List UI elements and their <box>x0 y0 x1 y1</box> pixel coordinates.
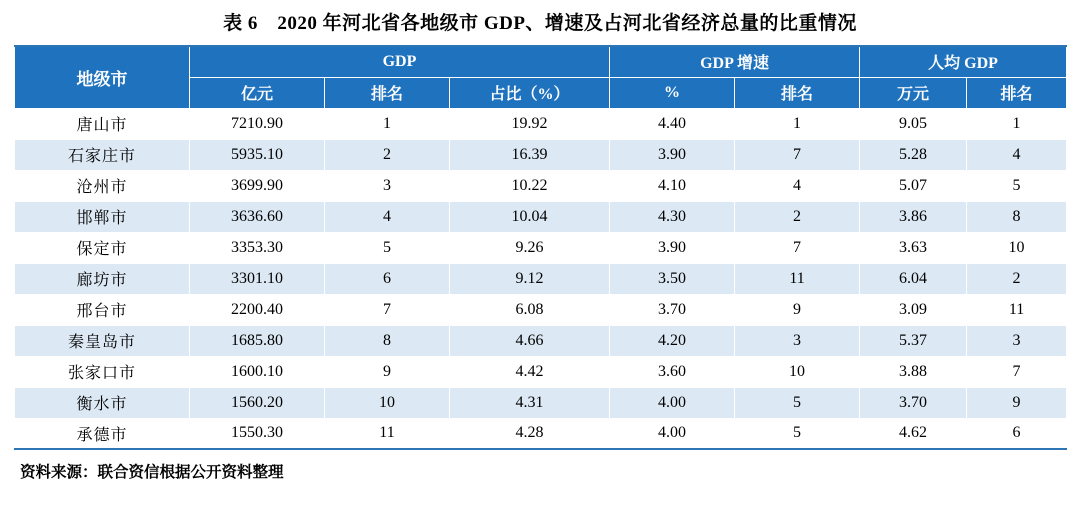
cell-growth: 4.00 <box>610 387 735 418</box>
cell-percapita: 5.07 <box>860 170 967 201</box>
table-row <box>15 263 1067 294</box>
cell-gdp: 1550.30 <box>190 418 325 449</box>
cell-growth: 4.00 <box>610 418 735 449</box>
cell-gdp: 3636.60 <box>190 201 325 232</box>
cell-growth: 3.60 <box>610 356 735 387</box>
cell-gdp-rank: 9 <box>325 356 450 387</box>
cell-share: 6.08 <box>450 294 610 325</box>
cell-gdp-rank: 8 <box>325 325 450 356</box>
cell-percapita-rank: 1 <box>967 108 1067 139</box>
cell-percapita-rank: 8 <box>967 201 1067 232</box>
cell-share: 16.39 <box>450 139 610 170</box>
cell-share: 4.31 <box>450 387 610 418</box>
table-row <box>15 356 1067 387</box>
cell-percapita-rank: 6 <box>967 418 1067 449</box>
cell-growth: 3.50 <box>610 263 735 294</box>
header-gdp-rank: 排名 <box>325 77 450 108</box>
cell-share: 19.92 <box>450 108 610 139</box>
table-row <box>15 201 1067 232</box>
table-row <box>15 170 1067 201</box>
cell-percapita: 6.04 <box>860 263 967 294</box>
cell-percapita-rank: 2 <box>967 263 1067 294</box>
table-row <box>15 387 1067 418</box>
cell-gdp: 1685.80 <box>190 325 325 356</box>
header-growth-rank: 排名 <box>735 77 860 108</box>
cell-growth: 4.20 <box>610 325 735 356</box>
cell-city: 衡水市 <box>15 387 190 418</box>
cell-share: 4.42 <box>450 356 610 387</box>
cell-growth-rank: 3 <box>735 325 860 356</box>
header-percapita-rank: 排名 <box>967 77 1067 108</box>
table-row <box>15 139 1067 170</box>
cell-growth-rank: 5 <box>735 387 860 418</box>
cell-city: 沧州市 <box>15 170 190 201</box>
cell-city: 承德市 <box>15 418 190 449</box>
cell-growth-rank: 7 <box>735 232 860 263</box>
header-percapita-wan: 万元 <box>860 77 967 108</box>
cell-percapita-rank: 11 <box>967 294 1067 325</box>
header-growth-pct: % <box>610 77 735 108</box>
cell-growth: 3.70 <box>610 294 735 325</box>
table-header <box>15 46 1067 108</box>
cell-city: 石家庄市 <box>15 139 190 170</box>
cell-percapita-rank: 9 <box>967 387 1067 418</box>
cell-share: 4.28 <box>450 418 610 449</box>
cell-city: 秦皇岛市 <box>15 325 190 356</box>
cell-percapita-rank: 7 <box>967 356 1067 387</box>
cell-gdp-rank: 2 <box>325 139 450 170</box>
cell-percapita: 3.86 <box>860 201 967 232</box>
cell-gdp: 7210.90 <box>190 108 325 139</box>
cell-share: 10.22 <box>450 170 610 201</box>
cell-city: 张家口市 <box>15 356 190 387</box>
table-row <box>15 108 1067 139</box>
header-gdp-yiyuan: 亿元 <box>190 77 325 108</box>
cell-growth-rank: 4 <box>735 170 860 201</box>
cell-share: 4.66 <box>450 325 610 356</box>
cell-gdp: 5935.10 <box>190 139 325 170</box>
cell-growth: 3.90 <box>610 139 735 170</box>
table-row <box>15 325 1067 356</box>
cell-percapita: 9.05 <box>860 108 967 139</box>
cell-growth: 4.30 <box>610 201 735 232</box>
table-title: 表 6 2020 年河北省各地级市 GDP、增速及占河北省经济总量的比重情况 <box>223 13 857 34</box>
cell-gdp: 3301.10 <box>190 263 325 294</box>
header-group-gdp: GDP <box>190 46 610 77</box>
cell-gdp: 2200.40 <box>190 294 325 325</box>
cell-share: 9.26 <box>450 232 610 263</box>
cell-growth-rank: 10 <box>735 356 860 387</box>
header-row-groups <box>15 46 1067 77</box>
cell-growth-rank: 2 <box>735 201 860 232</box>
cell-gdp-rank: 1 <box>325 108 450 139</box>
cell-percapita-rank: 3 <box>967 325 1067 356</box>
header-group-percapita: 人均 GDP <box>860 46 1067 77</box>
cell-percapita: 3.70 <box>860 387 967 418</box>
cell-growth-rank: 1 <box>735 108 860 139</box>
table-row <box>15 418 1067 449</box>
cell-growth-rank: 11 <box>735 263 860 294</box>
table-row <box>15 232 1067 263</box>
cell-gdp: 1560.20 <box>190 387 325 418</box>
table-source-note: 资料来源：联合资信根据公开资料整理 <box>20 464 284 481</box>
table-row <box>15 294 1067 325</box>
header-city: 地级市 <box>15 46 190 108</box>
cell-gdp: 3699.90 <box>190 170 325 201</box>
cell-share: 10.04 <box>450 201 610 232</box>
cell-growth: 4.10 <box>610 170 735 201</box>
cell-city: 唐山市 <box>15 108 190 139</box>
cell-gdp-rank: 7 <box>325 294 450 325</box>
cell-percapita: 5.37 <box>860 325 967 356</box>
cell-gdp-rank: 11 <box>325 418 450 449</box>
cell-city: 邯郸市 <box>15 201 190 232</box>
cell-gdp-rank: 10 <box>325 387 450 418</box>
header-gdp-share: 占比（%） <box>450 77 610 108</box>
cell-growth-rank: 5 <box>735 418 860 449</box>
cell-percapita: 5.28 <box>860 139 967 170</box>
cell-gdp: 3353.30 <box>190 232 325 263</box>
cell-gdp-rank: 4 <box>325 201 450 232</box>
cell-gdp-rank: 6 <box>325 263 450 294</box>
cell-city: 保定市 <box>15 232 190 263</box>
table-body <box>15 108 1067 449</box>
cell-growth: 4.40 <box>610 108 735 139</box>
cell-gdp: 1600.10 <box>190 356 325 387</box>
cell-gdp-rank: 3 <box>325 170 450 201</box>
cell-percapita: 3.63 <box>860 232 967 263</box>
gdp-table <box>14 45 1067 450</box>
cell-city: 廊坊市 <box>15 263 190 294</box>
cell-gdp-rank: 5 <box>325 232 450 263</box>
cell-share: 9.12 <box>450 263 610 294</box>
cell-percapita-rank: 5 <box>967 170 1067 201</box>
cell-percapita-rank: 4 <box>967 139 1067 170</box>
cell-percapita: 4.62 <box>860 418 967 449</box>
cell-percapita: 3.88 <box>860 356 967 387</box>
cell-city: 邢台市 <box>15 294 190 325</box>
header-group-growth: GDP 增速 <box>610 46 860 77</box>
cell-growth-rank: 9 <box>735 294 860 325</box>
cell-percapita-rank: 10 <box>967 232 1067 263</box>
cell-growth: 3.90 <box>610 232 735 263</box>
cell-percapita: 3.09 <box>860 294 967 325</box>
cell-growth-rank: 7 <box>735 139 860 170</box>
